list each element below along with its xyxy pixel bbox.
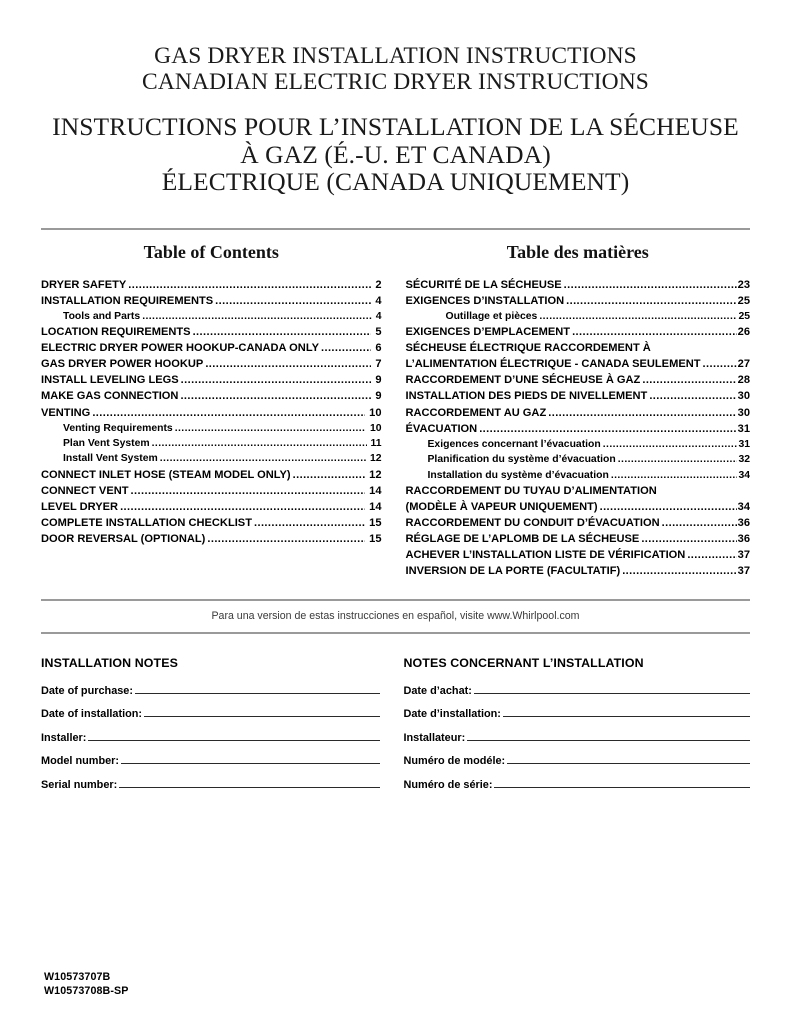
toc-entry[interactable] — [41, 467, 382, 483]
toc-entry-label: INSTALLATION DES PIEDS DE NIVELLEMENT — [405, 390, 648, 403]
toc-entry[interactable] — [406, 293, 751, 309]
table-of-contents — [41, 230, 750, 580]
installation-note-blank-line[interactable] — [494, 777, 750, 788]
toc-entry[interactable] — [41, 405, 382, 421]
toc-entry[interactable] — [41, 483, 382, 499]
title-english-line-2: CANADIAN ELECTRIC DRYER INSTRUCTIONS — [142, 68, 649, 95]
toc-entry-label: EXIGENCES D’INSTALLATION — [405, 294, 565, 307]
toc-dot-leader — [687, 547, 736, 563]
toc-page-number: 26 — [737, 326, 750, 339]
toc-dot-leader — [131, 483, 366, 499]
toc-entry[interactable] — [406, 515, 751, 531]
toc-dot-leader — [254, 515, 365, 531]
installation-note-field[interactable] — [41, 706, 380, 730]
toc-entry-label: RACCORDEMENT AU GAZ — [405, 406, 547, 419]
toc-dot-leader — [128, 277, 371, 293]
installation-note-blank-line[interactable] — [467, 730, 750, 741]
toc-page-number: 9 — [375, 374, 382, 387]
installation-notes-heading-french: NOTES CONCERNANT L’INSTALLATION — [403, 655, 644, 670]
toc-dot-leader — [566, 293, 737, 309]
toc-dot-leader — [160, 451, 366, 466]
toc-entry-line[interactable]: RACCORDEMENT DU TUYAU D’ALIMENTATION — [405, 484, 657, 497]
toc-page-number: 6 — [375, 342, 382, 355]
installation-notes-french — [396, 655, 751, 801]
toc-entry-label: Venting Requirements — [63, 422, 173, 434]
installation-note-label: Date d’installation: — [403, 708, 501, 721]
toc-entry[interactable] — [41, 421, 382, 436]
toc-dot-leader — [479, 421, 736, 437]
part-number-secondary: W10573708B-SP — [44, 984, 129, 997]
toc-dot-leader — [92, 405, 365, 421]
toc-page-number: 2 — [375, 278, 382, 291]
installation-notes-english — [41, 655, 396, 801]
toc-page-number: 32 — [738, 454, 750, 466]
installation-notes — [41, 634, 750, 801]
toc-entry[interactable] — [41, 436, 382, 451]
title-english — [0, 44, 791, 95]
toc-dot-leader — [611, 468, 738, 483]
toc-entry[interactable] — [406, 547, 751, 563]
toc-list-english — [41, 277, 382, 548]
toc-entry[interactable] — [41, 309, 382, 324]
toc-page-number: 25 — [737, 294, 750, 307]
toc-entry-label: Install Vent System — [63, 453, 158, 465]
toc-page-number: 15 — [369, 517, 382, 530]
toc-dot-leader — [603, 437, 738, 452]
toc-entry[interactable] — [406, 277, 751, 293]
installation-note-blank-line[interactable] — [474, 683, 750, 694]
toc-entry-label: DOOR REVERSAL (OPTIONAL) — [41, 533, 206, 546]
installation-note-label: Date of purchase: — [41, 684, 133, 697]
installation-note-blank-line[interactable] — [119, 777, 379, 788]
installation-note-field[interactable] — [404, 753, 751, 777]
installation-notes-fields-english — [41, 683, 380, 801]
toc-entry[interactable] — [41, 356, 382, 372]
installation-note-blank-line[interactable] — [507, 753, 750, 764]
installation-note-field[interactable] — [41, 683, 380, 707]
toc-dot-leader — [180, 388, 371, 404]
toc-entry-label: MAKE GAS CONNECTION — [41, 390, 179, 403]
toc-entry[interactable] — [406, 324, 751, 340]
title-english-line-1: GAS DRYER INSTALLATION INSTRUCTIONS — [154, 43, 637, 69]
toc-entry-label: EXIGENCES D’EMPLACEMENT — [405, 326, 571, 339]
toc-page-number: 9 — [375, 390, 382, 403]
toc-entry-label: GAS DRYER POWER HOOKUP — [41, 358, 204, 371]
title-block — [0, 0, 791, 196]
toc-entry-label: INSTALL LEVELING LEGS — [41, 374, 179, 387]
toc-page-number: 23 — [737, 278, 750, 291]
toc-dot-leader — [564, 277, 737, 293]
toc-page-number: 34 — [737, 501, 750, 514]
toc-dot-leader — [215, 293, 371, 309]
installation-notes-heading-english: INSTALLATION NOTES — [41, 655, 178, 670]
title-french-line-3: ÉLECTRIQUE (CANADA UNIQUEMENT) — [161, 167, 630, 196]
toc-entry[interactable] — [406, 388, 751, 404]
toc-page-number: 14 — [369, 501, 382, 514]
toc-page-number: 30 — [737, 390, 750, 403]
toc-entry-label: VENTING — [41, 406, 91, 419]
toc-column-english — [41, 241, 396, 580]
installation-note-label: Date of installation: — [41, 708, 143, 721]
toc-entry-line[interactable]: SÉCHEUSE ÉLECTRIQUE RACCORDEMENT À — [405, 342, 651, 355]
title-french — [0, 113, 791, 196]
installation-note-field[interactable] — [41, 730, 380, 754]
toc-entry-label: RÉGLAGE DE L’APLOMB DE LA SÉCHEUSE — [405, 533, 640, 546]
toc-page-number: 5 — [375, 326, 382, 339]
toc-entry[interactable] — [406, 499, 751, 515]
toc-dot-leader — [120, 499, 365, 515]
installation-note-label: Installer: — [41, 731, 87, 744]
toc-dot-leader — [641, 531, 736, 547]
toc-heading-english: Table of Contents — [143, 241, 279, 262]
installation-note-blank-line[interactable] — [135, 683, 380, 694]
toc-entry[interactable] — [406, 421, 751, 437]
toc-page-number: 37 — [737, 549, 750, 562]
toc-entry[interactable] — [406, 452, 751, 467]
toc-entry[interactable] — [41, 293, 382, 309]
title-french-line-1: INSTRUCTIONS POUR L’INSTALLATION DE LA SÉCHEUSE — [52, 112, 739, 141]
toc-entry[interactable] — [41, 277, 382, 293]
spanish-notice-band — [0, 599, 791, 634]
toc-entry-label: Installation du système d’évacuation — [427, 469, 609, 481]
toc-entry-label: INVERSION DE LA PORTE (FACULTATIF) — [405, 565, 621, 578]
toc-page-number: 10 — [369, 422, 382, 434]
toc-entry[interactable] — [41, 372, 382, 388]
part-number-primary: W10573707B — [44, 971, 111, 983]
toc-dot-leader — [649, 388, 736, 404]
toc-dot-leader — [600, 499, 737, 515]
installation-note-blank-line[interactable] — [88, 730, 379, 741]
toc-page-number: 36 — [737, 533, 750, 546]
toc-dot-leader — [181, 372, 372, 388]
toc-entry-label: ELECTRIC DRYER POWER HOOKUP-CANADA ONLY — [41, 342, 319, 355]
installation-note-field[interactable] — [404, 777, 751, 801]
installation-notes-fields-french — [404, 683, 751, 801]
installation-note-label: Numéro de série: — [403, 778, 493, 791]
toc-page-number: 12 — [369, 453, 382, 465]
toc-entry-label: RACCORDEMENT DU CONDUIT D’ÉVACUATION — [405, 517, 660, 530]
installation-note-blank-line[interactable] — [503, 706, 750, 717]
toc-entry-label: DRYER SAFETY — [41, 278, 127, 291]
title-french-line-2: À GAZ (É.-U. ET CANADA) — [240, 139, 551, 169]
installation-note-blank-line[interactable] — [121, 753, 379, 764]
toc-page-number: 11 — [370, 438, 382, 450]
toc-column-french — [396, 241, 751, 580]
toc-page-number: 34 — [738, 469, 750, 481]
toc-entry[interactable] — [41, 451, 382, 466]
toc-dot-leader — [662, 515, 737, 531]
toc-dot-leader — [642, 372, 736, 388]
installation-note-field[interactable] — [41, 777, 380, 801]
toc-entry[interactable] — [41, 324, 382, 340]
toc-entry[interactable] — [406, 309, 751, 324]
installation-note-field[interactable] — [41, 753, 380, 777]
toc-entry-label: Plan Vent System — [63, 438, 150, 450]
toc-page-number: 4 — [375, 294, 382, 307]
toc-entry-label: (MODÈLE À VAPEUR UNIQUEMENT) — [405, 501, 598, 514]
toc-dot-leader — [152, 436, 367, 451]
toc-entry-label: ÉVACUATION — [405, 422, 478, 435]
toc-page-number: 27 — [737, 358, 750, 371]
toc-entry[interactable] — [41, 388, 382, 404]
toc-entry-label: RACCORDEMENT D’UNE SÉCHEUSE À GAZ — [405, 374, 641, 387]
toc-dot-leader — [142, 309, 372, 324]
installation-note-blank-line[interactable] — [144, 706, 379, 717]
toc-page-number: 30 — [737, 406, 750, 419]
toc-dot-leader — [321, 340, 371, 356]
toc-dot-leader — [622, 563, 736, 579]
toc-dot-leader — [193, 324, 372, 340]
toc-entry[interactable] — [41, 531, 382, 547]
toc-dot-leader — [572, 324, 737, 340]
toc-page-number: 31 — [737, 422, 750, 435]
installation-note-field[interactable] — [404, 730, 751, 754]
toc-page-number: 28 — [737, 374, 750, 387]
toc-entry[interactable] — [406, 356, 751, 372]
toc-page-number: 7 — [375, 358, 382, 371]
toc-entry[interactable] — [406, 468, 751, 483]
toc-entry-label: COMPLETE INSTALLATION CHECKLIST — [41, 517, 252, 530]
toc-entry-label: Exigences concernant l’évacuation — [427, 438, 601, 450]
toc-dot-leader — [618, 452, 738, 467]
toc-entry-label: INSTALLATION REQUIREMENTS — [41, 294, 214, 307]
toc-dot-leader — [207, 531, 365, 547]
toc-entry-label: LOCATION REQUIREMENTS — [41, 326, 191, 339]
toc-page-number: 15 — [369, 533, 382, 546]
toc-entry-label: ACHEVER L’INSTALLATION LISTE DE VÉRIFICATION — [405, 549, 686, 562]
toc-entry[interactable] — [41, 499, 382, 515]
toc-entry-label: LEVEL DRYER — [41, 501, 119, 514]
toc-entry-label: CONNECT INLET HOSE (STEAM MODEL ONLY) — [41, 468, 291, 481]
toc-entry[interactable] — [406, 372, 751, 388]
toc-page-number: 37 — [737, 565, 750, 578]
toc-dot-leader — [205, 356, 371, 372]
toc-page-number: 12 — [369, 468, 382, 481]
toc-entry[interactable] — [41, 515, 382, 531]
installation-note-field[interactable] — [404, 683, 751, 707]
toc-entry[interactable] — [406, 437, 751, 452]
installation-note-label: Serial number: — [41, 778, 118, 791]
toc-heading-french: Table des matières — [506, 241, 649, 262]
toc-page-number: 31 — [738, 438, 750, 450]
installation-note-label: Date d’achat: — [403, 684, 472, 697]
installation-note-label: Model number: — [41, 755, 120, 768]
toc-dot-leader — [293, 467, 366, 483]
toc-list-french — [406, 277, 751, 580]
toc-page-number: 14 — [369, 484, 382, 497]
toc-dot-leader — [548, 405, 736, 421]
installation-note-field[interactable] — [404, 706, 751, 730]
toc-entry[interactable] — [406, 531, 751, 547]
toc-entry-label: Outillage et pièces — [445, 310, 538, 322]
toc-page-number: 4 — [375, 310, 382, 322]
toc-entry[interactable] — [406, 563, 751, 579]
toc-dot-leader — [539, 309, 737, 324]
toc-entry-label: L’ALIMENTATION ÉLECTRIQUE - CANADA SEULEMENT — [405, 358, 701, 371]
toc-entry[interactable] — [406, 405, 751, 421]
toc-entry[interactable] — [41, 340, 382, 356]
toc-dot-leader — [175, 421, 366, 436]
spanish-notice-text: Para una version de estas instrucciones en español, visite www.Whirlpool.com — [211, 609, 580, 622]
toc-entry-label: CONNECT VENT — [41, 484, 129, 497]
toc-page-number: 25 — [738, 310, 750, 322]
toc-page-number: 36 — [737, 517, 750, 530]
footer-part-numbers — [44, 971, 128, 998]
installation-note-label: Installateur: — [403, 731, 466, 744]
toc-page-number: 10 — [369, 406, 382, 419]
toc-entry-label: Tools and Parts — [63, 310, 141, 322]
installation-note-label: Numéro de modéle: — [403, 755, 506, 768]
toc-entry-label: Planification du système d’évacuation — [427, 454, 616, 466]
toc-dot-leader — [703, 356, 737, 372]
toc-entry-label: SÉCURITÉ DE LA SÉCHEUSE — [405, 278, 562, 291]
